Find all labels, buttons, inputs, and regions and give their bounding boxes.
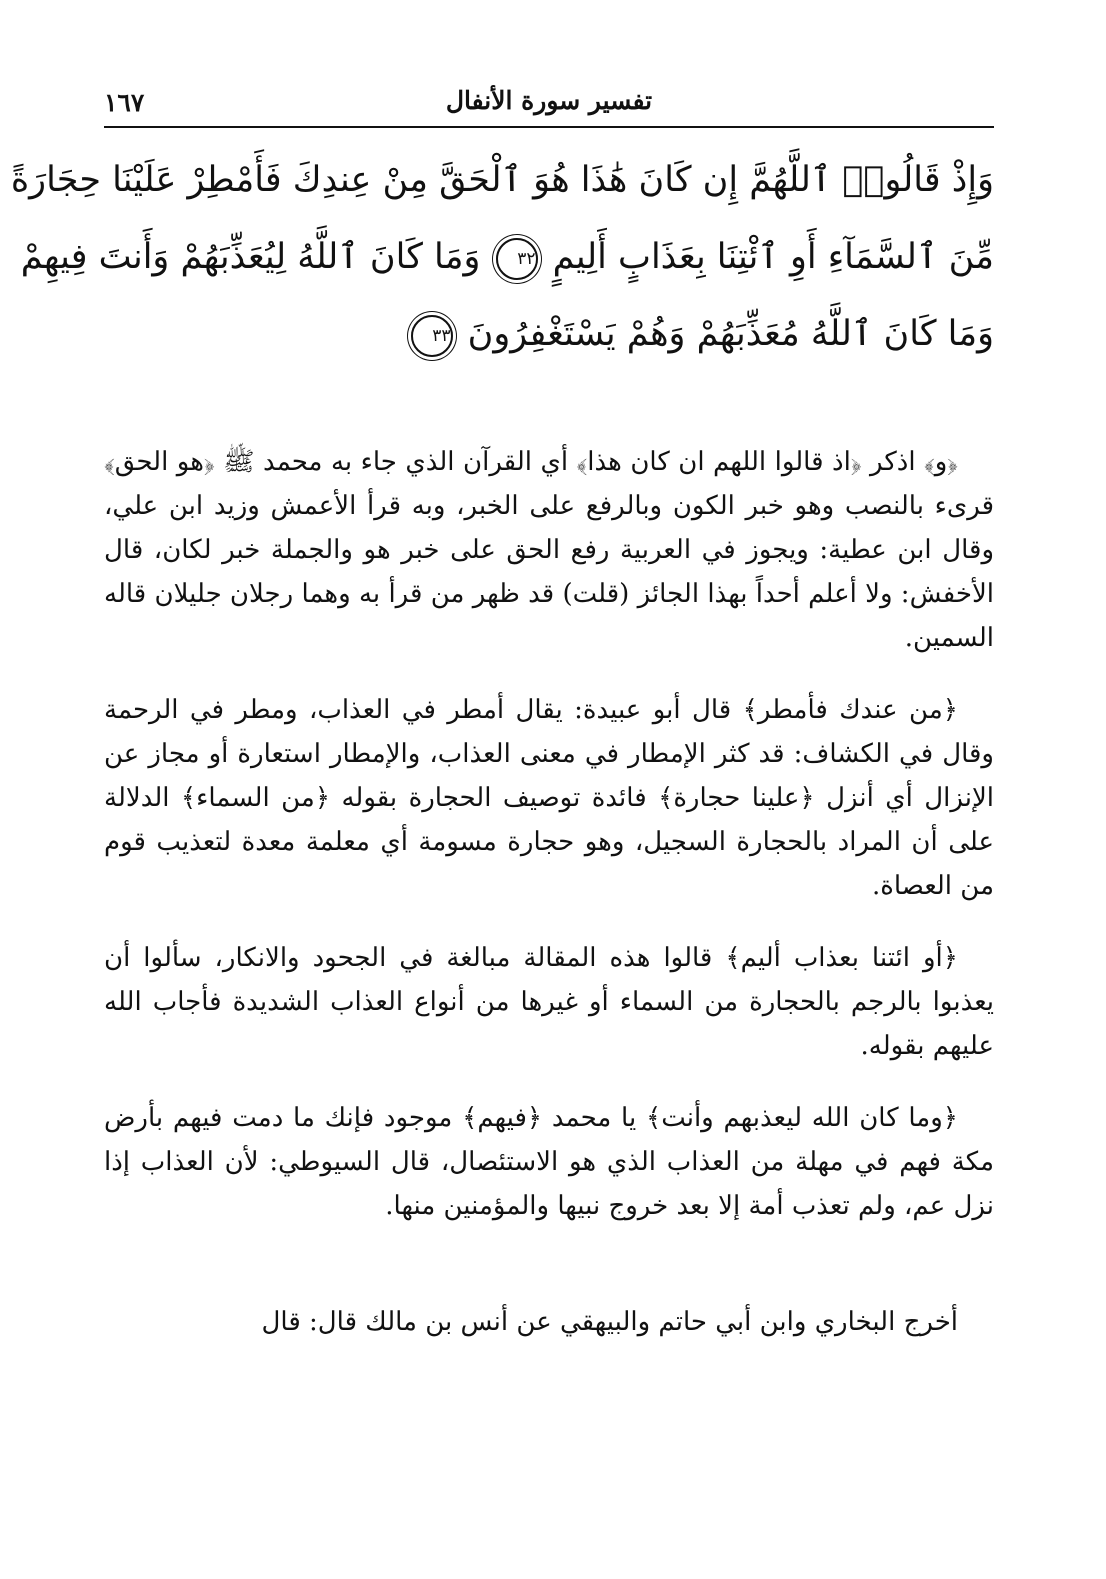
commentary-paragraph: ﴿و﴾ اذكر ﴿اذ قالوا اللهم ان كان هذا﴾ أي القرآن الذي جاء به محمد ﷺ ﴿هو الحق﴾ قرىء بالنصب وهو خبر الكون وبالرفع على الخبر، وبه قرأ الأعمش وزيد ابن علي، وقال ابن عطية: ويجوز في العربية رفع الحق على خبر هو والجملة خبر لكان، قال الأخفش: ولا أعلم أحداً بهذا الجائز (قلت) قد ظهر من قرأ به وهما رجلان جليلان قاله السمين. xyxy=(104,447,994,653)
commentary-paragraph: أخرج البخاري وابن أبي حاتم والبيهقي عن أنس بن مالك قال: قال xyxy=(261,1307,958,1337)
commentary-paragraph: ﴿وما كان الله ليعذبهم وأنت﴾ يا محمد ﴿فيهم﴾ موجود فإنك ما دمت فيهم بأرض مكة فهم في مهلة من العذاب الذي هو الاستئصال، قال السيوطي: لأن العذاب إذا نزل عم، ولم تعذب أمة إلا بعد خروج نبيها والمؤمنين منها. xyxy=(104,1103,994,1221)
commentary-paragraph: ﴿أو ائتنا بعذاب أليم﴾ قالوا هذه المقالة مبالغة في الجحود والانكار، سألوا أن يعذبوا بالرجم بالحجارة من السماء أو غيرها من أنواع العذاب الشديدة فأجاب الله عليهم بقوله. xyxy=(104,943,994,1061)
verse-text: وَإِذْ قَالُوا۟ ٱللَّهُمَّ إِن كَانَ هَٰذَا هُوَ ٱلْحَقَّ مِنْ عِندِكَ فَأَمْطِرْ عَلَيْنَا حِجَارَةً xyxy=(10,160,994,200)
verse-text: مِّنَ ٱلسَّمَآءِ أَوِ ٱئْتِنَا بِعَذَابٍ أَلِيمٍ xyxy=(552,237,994,277)
ayah-number-marker: ٣٢ xyxy=(496,238,538,280)
ayah-number-marker: ٣٣ xyxy=(411,315,453,357)
verse-text: وَمَا كَانَ ٱللَّهُ مُعَذِّبَهُمْ وَهُمْ يَسْتَغْفِرُونَ xyxy=(467,314,994,354)
header-divider xyxy=(104,126,994,128)
verse-line-3 xyxy=(104,296,994,373)
verse-line-2 xyxy=(20,219,994,296)
verse-line-1 xyxy=(10,142,994,219)
verse-text: وَمَا كَانَ ٱللَّهُ لِيُعَذِّبَهُمْ وَأَنتَ فِيهِمْ xyxy=(20,237,481,277)
page-header xyxy=(104,82,994,128)
quran-verse-block xyxy=(10,142,994,373)
commentary-body xyxy=(104,440,994,1372)
page-number: ١٦٧ xyxy=(104,88,145,117)
running-title: تفسير سورة الأنفال xyxy=(445,86,653,115)
commentary-paragraph: ﴿من عندك فأمطر﴾ قال أبو عبيدة: يقال أمطر في العذاب، ومطر في الرحمة وقال في الكشاف: قد كثر الإمطار في معنى العذاب، والإمطار استعارة أو مجاز عن الإنزال أي أنزل ﴿علينا حجارة﴾ فائدة توصيف الحجارة بقوله ﴿من السماء﴾ الدلالة على أن المراد بالحجارة السجيل، وهو حجارة مسومة أي معلمة معدة لتعذيب قوم من العصاة. xyxy=(104,695,994,901)
